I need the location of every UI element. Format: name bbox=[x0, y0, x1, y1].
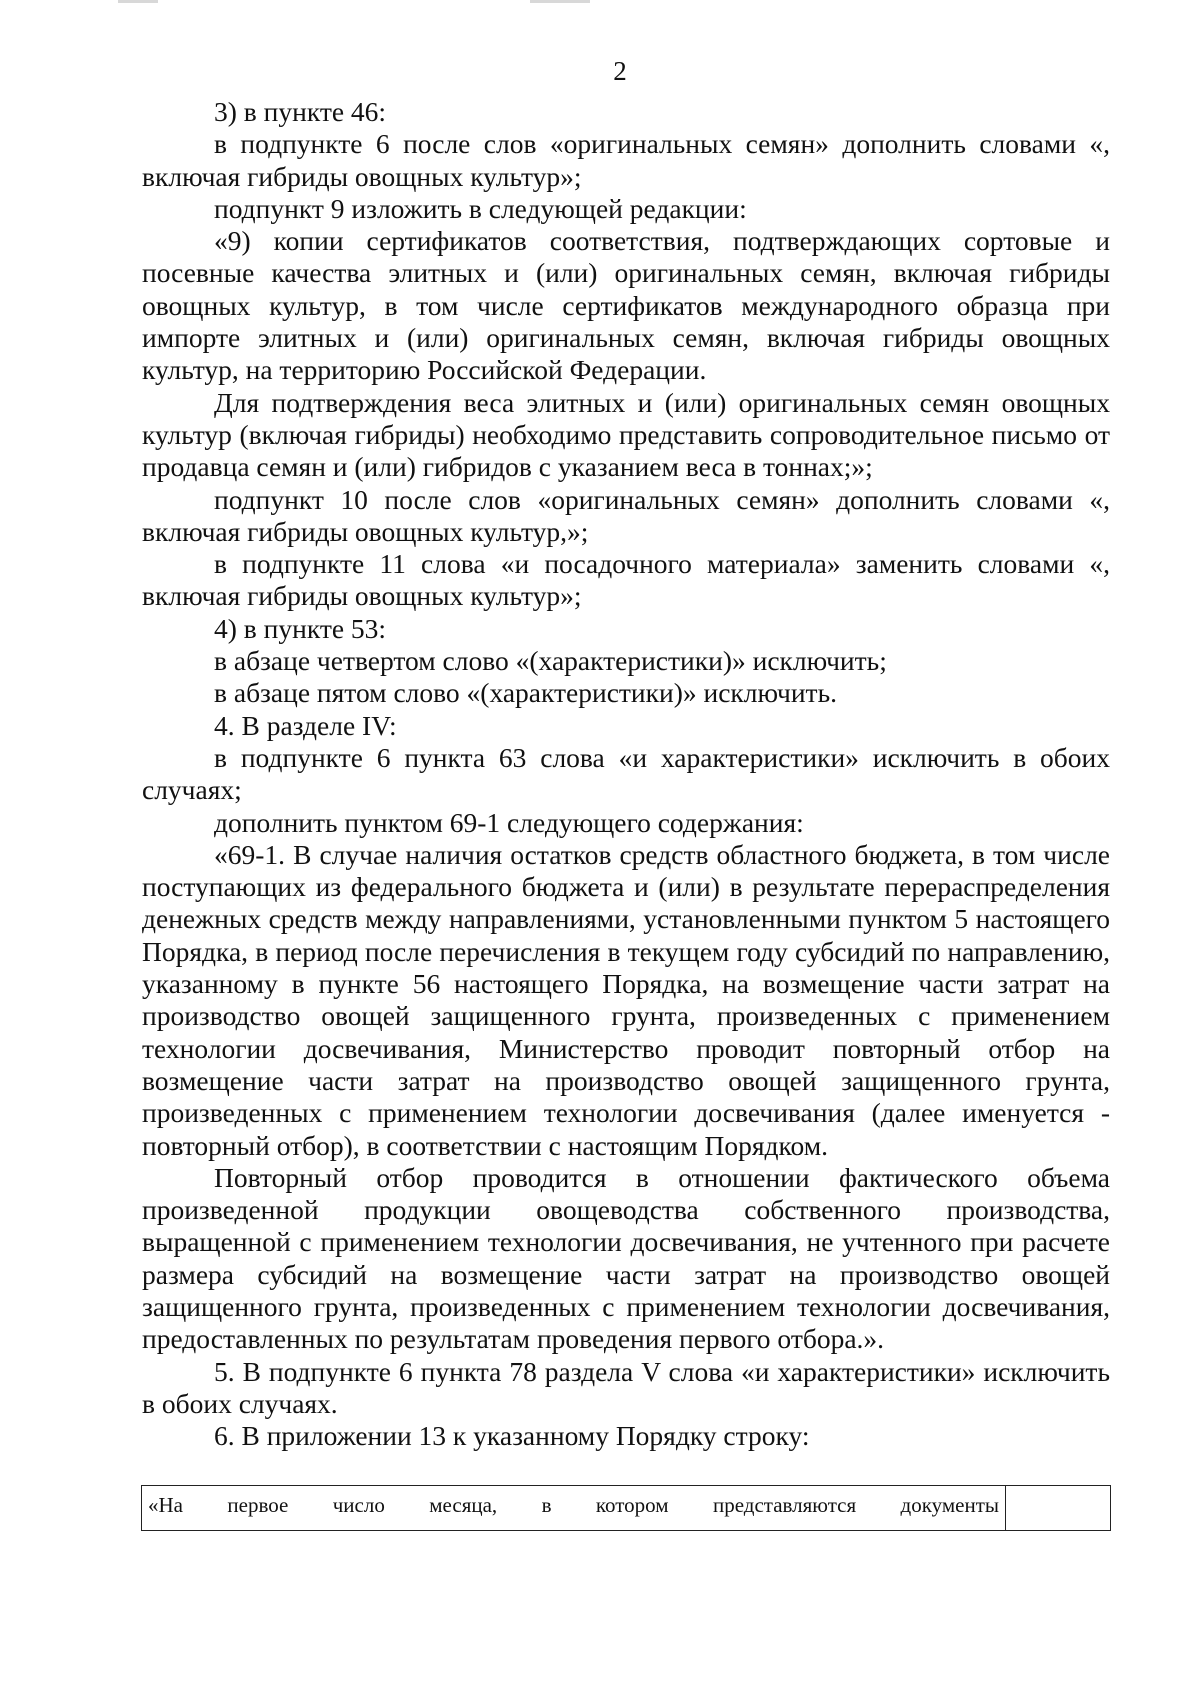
paragraph: Для подтверждения веса элитных и (или) оригинальных семян овощных культур (включая гибриды) необходимо представить сопроводительное письмо от продавца семян и (или) гибридов с указанием веса в тоннах;»; bbox=[142, 386, 1110, 483]
paragraph: подпункт 9 изложить в следующей редакции: bbox=[214, 192, 747, 224]
paragraph: 5. В подпункте 6 пункта 78 раздела V слова «и характеристики» исключить в обоих случаях. bbox=[142, 1355, 1110, 1419]
paragraph: в абзаце пятом слово «(характеристики)» исключить. bbox=[214, 677, 837, 709]
page-number: 2 bbox=[613, 56, 627, 86]
paragraph: 3) в пункте 46: bbox=[214, 96, 387, 127]
paragraph: Повторный отбор проводится в отношении фактического объема произведенной продукции овощеводства собственного производства, выращенной с применением технологии досвечивания, не учтенного при расчете размера субсидий на возмещение части затрат на производство овощей защищенного грунта, произведенных с применением технологии досвечивания, предоставленных по результатам проведения первого отбора.». bbox=[142, 1161, 1110, 1355]
paragraph: 6. В приложении 13 к указанному Порядку строку: bbox=[214, 1420, 810, 1452]
table-cell: «На первое число месяца, в котором представляются документы bbox=[142, 1486, 1006, 1530]
paragraph: 4) в пункте 53: bbox=[214, 612, 387, 644]
paragraph: в подпункте 6 пункта 63 слова «и характеристики» исключить в обоих случаях; bbox=[142, 741, 1110, 806]
paragraph: «9) копии сертификатов соответствия, подтверждающих сортовые и посевные качества элитных и (или) оригинальных семян, включая гибриды овощных культур, в том числе сертификатов международного образца при импорте элитных и (или) оригинальных семян, включая гибриды овощных культур, на территорию Российской Федерации. bbox=[142, 225, 1110, 386]
paragraph: 4. В разделе IV: bbox=[214, 709, 397, 741]
paragraph: дополнить пунктом 69-1 следующего содержания: bbox=[214, 806, 804, 838]
scan-artifact bbox=[530, 0, 590, 3]
paragraph: «69-1. В случае наличия остатков средств областного бюджета, в том числе поступающих из федерального бюджета и (или) в результате перераспределения денежных средств между направлениями, установленными пунктом 5 настоящего Порядка, в период после перечисления в текущем году субсидий по направлению, указанному в пункте 56 настоящего Порядка, на возмещение части затрат на производство овощей защищенного грунта, произведенных с применением технологии досвечивания, Министерство проводит повторный отбор на возмещение части затрат на производство овощей защищенного грунта, произведенных с применением технологии досвечивания (далее именуется - повторный отбор), в соответствии с настоящим Порядком. bbox=[142, 838, 1110, 1161]
document-body bbox=[142, 96, 1110, 1452]
paragraph: в подпункте 6 после слов «оригинальных семян» дополнить словами «, включая гибриды овощных культур»; bbox=[142, 128, 1110, 192]
paragraph: в абзаце четвертом слово «(характеристики)» исключить; bbox=[214, 645, 887, 677]
paragraph: в подпункте 11 слова «и посадочного материала» заменить словами «, включая гибриды овощных культур»; bbox=[142, 548, 1110, 612]
scan-artifact bbox=[118, 0, 158, 3]
table-cell-empty bbox=[1006, 1486, 1110, 1530]
paragraph: подпункт 10 после слов «оригинальных семян» дополнить словами «, включая гибриды овощных культур,»; bbox=[142, 483, 1110, 547]
table-row bbox=[141, 1485, 1111, 1531]
